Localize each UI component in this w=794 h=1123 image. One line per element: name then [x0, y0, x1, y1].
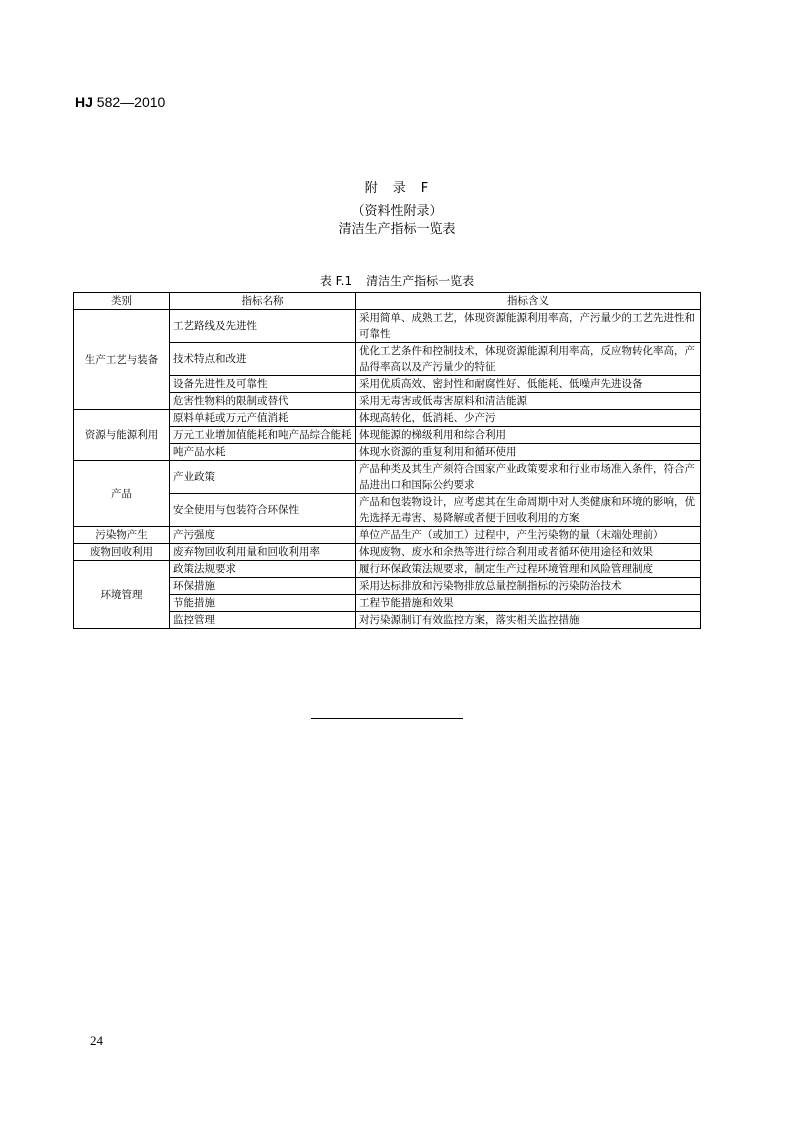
indicator-name: 产业政策 — [170, 461, 356, 494]
indicator-meaning: 采用简单、成熟工艺，体现资源能源利用率高，产污量少的工艺先进性和可靠性 — [356, 310, 701, 343]
indicator-name: 节能措施 — [170, 595, 356, 612]
indicator-name: 设备先进性及可靠性 — [170, 376, 356, 393]
table-row — [74, 461, 701, 494]
page-number: 24 — [90, 1033, 103, 1048]
category-cell: 污染物产生 — [74, 527, 170, 544]
indicator-meaning: 履行环保政策法规要求，制定生产过程环境管理和风险管理制度 — [356, 561, 701, 578]
end-rule — [311, 718, 463, 719]
table-row — [74, 527, 701, 544]
indicator-name: 产污强度 — [170, 527, 356, 544]
indicator-meaning: 单位产品生产（或加工）过程中，产生污染物的量（末端处理前） — [356, 527, 701, 544]
indicator-name: 监控管理 — [170, 612, 356, 629]
indicator-meaning: 体现高转化，低消耗、少产污 — [356, 410, 701, 427]
indicator-meaning: 产品和包装物设计，应考虑其在生命周期中对人类健康和环境的影响，优先选择无毒害、易降解或者便于回收利用的方案 — [356, 494, 701, 527]
table-row — [74, 310, 701, 343]
indicator-meaning: 优化工艺条件和控制技术，体现资源能源利用率高，反应物转化率高，产品得率高以及产污量少的特征 — [356, 343, 701, 376]
category-cell: 废物回收利用 — [74, 544, 170, 561]
category-cell: 产品 — [74, 461, 170, 527]
category-cell: 生产工艺与装备 — [74, 310, 170, 410]
indicator-meaning: 对污染源制订有效监控方案，落实相关监控措施 — [356, 612, 701, 629]
indicator-name: 万元工业增加值能耗和吨产品综合能耗 — [170, 427, 356, 444]
table-row — [74, 410, 701, 427]
header-category: 类别 — [74, 293, 170, 310]
standard-code — [75, 94, 165, 110]
indicator-name: 技术特点和改进 — [170, 343, 356, 376]
indicator-meaning: 体现能源的梯级利用和综合利用 — [356, 427, 701, 444]
table-caption — [0, 272, 794, 289]
header-indicator-name: 指标名称 — [170, 293, 356, 310]
indicator-meaning: 工程节能措施和效果 — [356, 595, 701, 612]
table-row — [74, 544, 701, 561]
category-cell: 环境管理 — [74, 561, 170, 629]
indicator-meaning: 采用优质高效、密封性和耐腐性好、低能耗、低噪声先进设备 — [356, 376, 701, 393]
indicator-name: 吨产品水耗 — [170, 444, 356, 461]
header-indicator-meaning: 指标含义 — [356, 293, 701, 310]
table-row — [74, 561, 701, 578]
table-header-row — [74, 293, 701, 310]
standard-code-prefix: HJ — [75, 94, 93, 110]
appendix-subtitle: （资料性附录） — [351, 204, 443, 219]
appendix-title: 附 录 F — [364, 181, 430, 196]
indicator-table — [73, 292, 701, 629]
indicator-name: 政策法规要求 — [170, 561, 356, 578]
appendix-name: 清洁生产指标一览表 — [338, 222, 456, 237]
indicator-meaning: 采用达标排放和污染物排放总量控制指标的污染防治技术 — [356, 578, 701, 595]
table-caption-title: 清洁生产指标一览表 — [366, 274, 475, 288]
indicator-name: 环保措施 — [170, 578, 356, 595]
indicator-name: 安全使用与包装符合环保性 — [170, 494, 356, 527]
indicator-meaning: 产品种类及其生产须符合国家产业政策要求和行业市场准入条件，符合产品进出口和国际公约要求 — [356, 461, 701, 494]
indicator-name: 废弃物回收利用量和回收利用率 — [170, 544, 356, 561]
indicator-meaning: 采用无毒害或低毒害原料和清洁能源 — [356, 393, 701, 410]
indicator-name: 工艺路线及先进性 — [170, 310, 356, 343]
indicator-meaning: 体现废物、废水和余热等进行综合利用或者循环使用途径和效果 — [356, 544, 701, 561]
indicator-meaning: 体现水资源的重复利用和循环使用 — [356, 444, 701, 461]
indicator-name: 危害性物料的限制或替代 — [170, 393, 356, 410]
table-caption-number: 表 F.1 — [319, 274, 353, 288]
standard-code-number: 582—2010 — [92, 94, 166, 110]
indicator-name: 原料单耗或万元产值消耗 — [170, 410, 356, 427]
category-cell: 资源与能源利用 — [74, 410, 170, 461]
